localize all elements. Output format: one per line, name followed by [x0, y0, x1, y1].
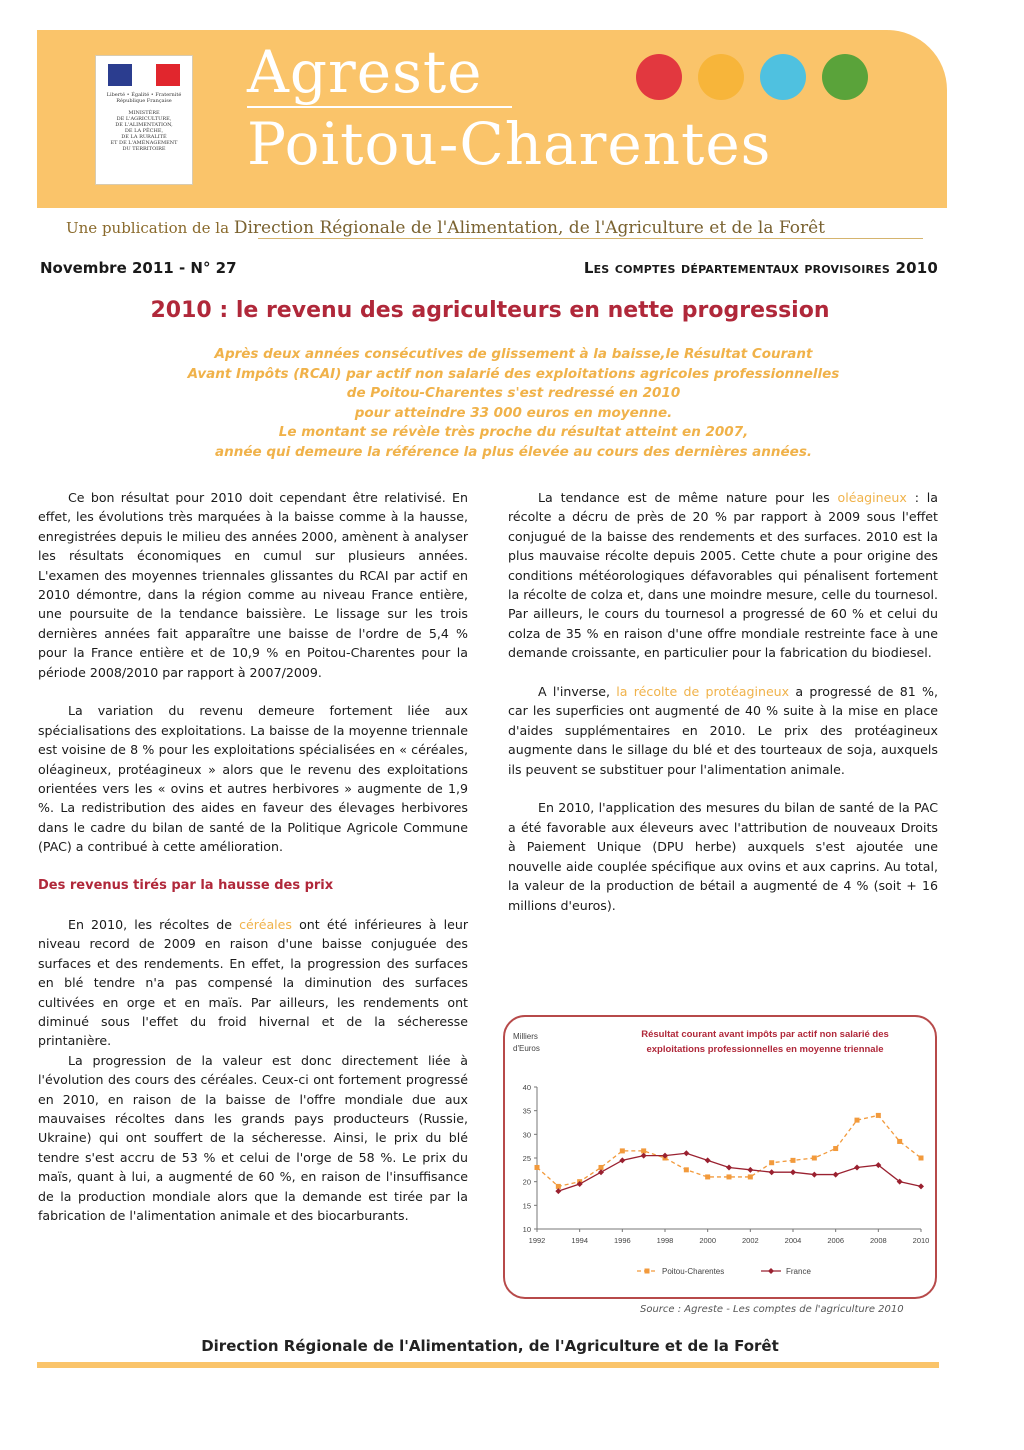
data-point-france	[918, 1183, 924, 1189]
logo-text: Liberté • Égalité • Fraternité République Française MINISTÈRE DE L'AGRICULTURE, DE L'ALIMENTATION, DE LA PÊCHE, DE LA RURALITÉ ET DE L'AMÉNAGEMENT DU TERRITOIRE	[106, 92, 182, 152]
text-span: : la récolte a décru de près de 20 % par rapport à 2009 sous l'effet conjugué de la baisse des rendements et des surfaces. 2010 est la plus mauvaise récolte depuis 2005. Cette chute a pour origine des conditions météorologiques défavorables qui pénalisent fortement la récolte de colza et, dans une moindre mesure, celle du tournesol. Par ailleurs, le cours du tournesol a progressé de 60 % et celui du colza de 35 % en raison d'une offre mondiale restreinte face à une demande croissante, en particulier pour la fabrication du biodiesel.	[508, 490, 939, 661]
y-tick-label: 30	[522, 1130, 531, 1140]
data-point-poitou-charentes	[705, 1174, 710, 1179]
y-tick-label: 15	[522, 1201, 531, 1211]
data-point-poitou-charentes	[535, 1165, 540, 1170]
lead-line: de Poitou-Charentes s'est redressé en 2010	[346, 385, 681, 401]
text-span: ont été inférieures à leur niveau record de 2009 en raison d'une baisse conjuguée des surfaces et des rendements. En effet, la progression des surfaces en blé tendre n'a pas compensé la diminution des surfaces cultivées en orge et en maïs. Par ailleurs, les rendements ont diminué sous l'effet du froid hivernal et de la sécheresse printanière.	[38, 916, 468, 1049]
title-rule	[247, 106, 512, 108]
green-dot-icon	[822, 54, 868, 100]
footer-organization: Direction Régionale de l'Alimentation, de l'Agriculture et de la Forêt	[201, 1337, 779, 1355]
chart-title: Résultat courant avant impôts par actif non salarié des	[641, 1029, 889, 1040]
text-span: En 2010, les récoltes de	[68, 916, 240, 932]
lead-line: pour atteindre 33 000 euros en moyenne.	[354, 404, 673, 421]
data-point-france	[747, 1167, 753, 1173]
y-tick-label: 10	[522, 1225, 531, 1234]
data-point-france	[705, 1157, 711, 1163]
lead-line: année qui demeure la référence la plus élevée au cours des dernières années.	[215, 443, 812, 460]
footer-bar	[37, 1362, 939, 1368]
y-tick-label: 25	[522, 1154, 531, 1163]
data-point-france	[769, 1169, 775, 1175]
legend-label: France	[786, 1267, 811, 1276]
chart-title: exploitations professionnelles en moyenne triennale	[646, 1044, 884, 1055]
paragraph: En 2010, l'application des mesures du bilan de santé de la PAC a été favorable aux éleveurs avec l'attribution de nouveaux Droits à Paiement Unique (DPU herbe) auxquels s'est ajoutée une nouvelle aide couplée spécifique aux ovins et aux caprins. Au total, la valeur de la production de bétail a augmenté de 4 % (soit + 16 millions d'euros).	[508, 800, 938, 913]
chart-source: Source : Agreste - Les comptes de l'agriculture 2010	[640, 1304, 904, 1315]
masthead	[37, 30, 947, 208]
paragraph	[508, 488, 938, 663]
red-dot-icon	[636, 54, 682, 100]
paragraph	[508, 682, 938, 779]
text-span: A l'inverse,	[538, 684, 617, 700]
data-point-poitou-charentes	[620, 1148, 625, 1153]
lead-line: Après deux années consécutives de glissement à la baisse,le Résultat Courant	[214, 346, 813, 362]
series-line-france	[558, 1153, 921, 1191]
paragraph: Ce bon résultat pour 2010 doit cependant être relativisé. En effet, les évolutions très marquées à la baisse comme à la hausse, enregistrées depuis le milieu des années 2000, amènent à analyser les résultats économiques en cumul sur plusieurs années. L'examen des moyennes triennales glissantes du RCAI par actif en 2010 démontre, dans la région comme au niveau France entière, une poursuite de la tendance baissière. Le lissage sur les trois dernières années fait apparaître une baisse de l'ordre de 5,4 % pour la France entière et de 10,9 % en Poitou-Charentes pour la période 2008/2010 par rapport à 2007/2009.	[38, 490, 468, 680]
lead-line: Le montant se révèle très proche du résultat atteint en 2007,	[278, 424, 749, 440]
x-tick-label: 2002	[741, 1236, 759, 1245]
publication-line	[66, 218, 825, 238]
right-column	[508, 488, 938, 915]
x-tick-label: 2000	[699, 1236, 717, 1245]
x-tick-label: 1996	[613, 1236, 631, 1245]
highlight-keyword: oléagineux	[837, 490, 907, 505]
blue-dot-icon	[760, 54, 806, 100]
data-point-poitou-charentes	[855, 1118, 860, 1123]
y-axis-label: d'Euros	[513, 1044, 540, 1053]
data-point-france	[726, 1164, 732, 1170]
data-point-poitou-charentes	[791, 1158, 796, 1163]
publication-prefix: Une publication de la	[66, 219, 230, 237]
data-point-france	[854, 1164, 860, 1170]
brand-title-line2: Poitou-Charentes	[247, 110, 772, 178]
left-column	[38, 488, 468, 1225]
legend-marker-france	[768, 1268, 774, 1274]
x-tick-label: 2006	[827, 1236, 845, 1245]
data-point-poitou-charentes	[876, 1113, 881, 1118]
data-point-france	[598, 1169, 604, 1175]
chart-frame	[503, 1015, 937, 1299]
x-tick-label: 2010	[912, 1236, 930, 1245]
data-point-france	[555, 1188, 561, 1194]
data-point-poitou-charentes	[833, 1146, 838, 1151]
series-title: Les comptes départementaux provisoires 2010	[583, 259, 938, 277]
brand-title-line1: Agreste	[247, 38, 483, 106]
section-subheading: Des revenus tirés par la hausse des prix	[38, 878, 334, 894]
data-point-poitou-charentes	[727, 1174, 732, 1179]
data-point-france	[641, 1153, 647, 1159]
publication-rule	[258, 238, 923, 239]
issue-number: Novembre 2011 - N° 27	[40, 259, 237, 277]
paragraph: La progression de la valeur est donc directement liée à l'évolution des cours des céréales. Ceux-ci ont fortement progressé en 2010, en raison de la baisse de l'offre mondiale due aux mauvaises récoltes dans les grands pays producteurs (Russie, Ukraine) qui ont souffert de la sécheresse. Ainsi, le prix du blé tendre s'est accru de 53 % et celui de l'orge de 58 %. Le prix du maïs, quant à lui, a augmenté de 60 %, en raison de l'insuffisance de la production mondiale alors que la demande est tirée par la fabrication de l'alimentation animale et des biocarburants.	[38, 1052, 468, 1223]
data-point-poitou-charentes	[919, 1156, 924, 1161]
paragraph	[38, 915, 468, 1051]
publication-org: Direction Régionale de l'Alimentation, de l'Agriculture et de la Forêt	[233, 218, 826, 238]
data-point-poitou-charentes	[769, 1160, 774, 1165]
y-tick-label: 35	[522, 1106, 531, 1116]
french-flag-icon	[108, 64, 180, 86]
x-tick-label: 1998	[656, 1236, 674, 1245]
legend-marker-poitou-charentes	[645, 1269, 650, 1274]
data-point-poitou-charentes	[748, 1174, 753, 1179]
data-point-poitou-charentes	[812, 1156, 817, 1161]
yellow-dot-icon	[698, 54, 744, 100]
lead-paragraph	[96, 345, 931, 462]
page-title: 2010 : le revenu des agriculteurs en nette progression	[150, 298, 830, 323]
lead-line: Avant Impôts (RCAI) par actif non salarié des exploitations agricoles professionnelles	[187, 365, 840, 382]
y-axis-label: Milliers	[513, 1032, 538, 1041]
x-tick-label: 1994	[571, 1236, 589, 1245]
data-point-poitou-charentes	[897, 1139, 902, 1144]
data-point-france	[833, 1172, 839, 1178]
x-tick-label: 2008	[869, 1236, 887, 1245]
line-chart	[505, 1017, 935, 1297]
x-tick-label: 2004	[784, 1236, 802, 1245]
y-tick-label: 20	[522, 1177, 531, 1187]
data-point-france	[683, 1150, 689, 1156]
government-logo	[95, 55, 193, 185]
paragraph: La variation du revenu demeure fortement liée aux spécialisations des exploitations. La baisse de la moyenne triennale est voisine de 8 % pour les exploitations spécialisées en « céréales, oléagineux, protéagineux » alors que le revenu des exploitations orientées vers les « ovins et autres herbivores » augmente de 1,9 %. La redistribution des aides en faveur des élevages herbivores dans le cadre du bilan de santé de la Politique Agricole Commune (PAC) a contribué à cette amélioration.	[38, 703, 468, 855]
y-tick-label: 40	[522, 1083, 531, 1092]
x-tick-label: 1992	[528, 1236, 546, 1245]
data-point-france	[619, 1157, 625, 1163]
legend-label: Poitou-Charentes	[662, 1267, 725, 1276]
data-point-france	[790, 1169, 796, 1175]
text-span: a progressé de 81 %, car les superficies ont augmenté de 40 % suite à la mise en place d'aides supplémentaires en 2010. Le prix des protéagineux augmente dans le sillage du blé et des tourteaux de soja, auxquels ils peuvent se substituer pour l'alimentation animale.	[508, 684, 938, 777]
highlight-keyword: céréales	[239, 916, 292, 932]
highlight-keyword: la récolte de protéagineux	[616, 684, 790, 700]
data-point-poitou-charentes	[684, 1167, 689, 1172]
data-point-france	[811, 1172, 817, 1178]
text-span: La tendance est de même nature pour les	[538, 490, 838, 505]
